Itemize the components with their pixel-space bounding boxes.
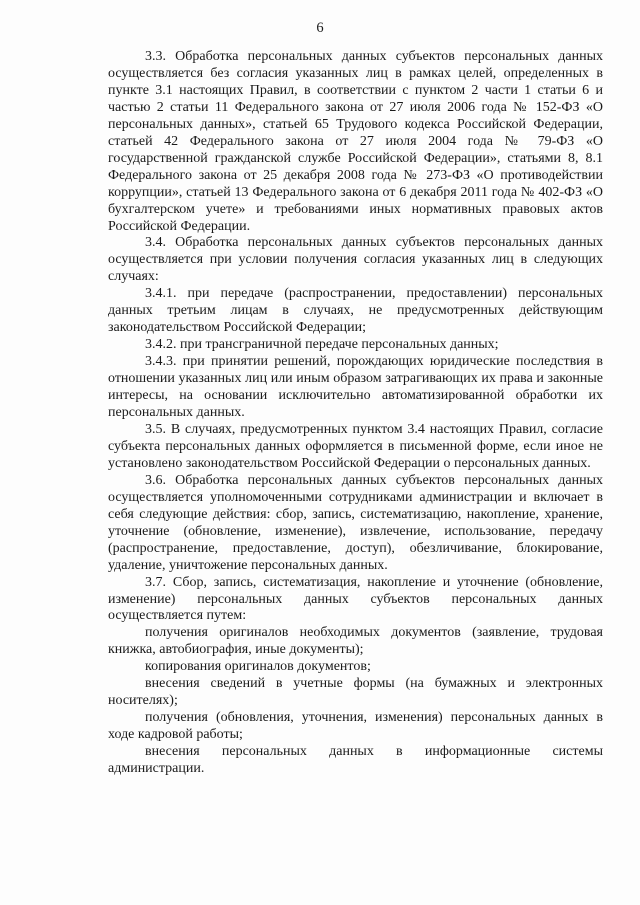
list-item-forms: внесения сведений в учетные формы (на бумажных и электронных носителях); xyxy=(108,676,603,709)
paragraph-3-4-3: 3.4.3. при принятии решений, порождающих юридические последствия в отношении указанных лиц или иным образом затрагивающих их права и законные интересы, на основании исключительно автоматизированной обработки их персональных данных. xyxy=(108,354,603,421)
list-item-info-systems: внесения персональных данных в информационные системы администрации. xyxy=(108,744,603,777)
document-body xyxy=(108,49,603,778)
list-item-hr-work: получения (обновления, уточнения, изменения) персональных данных в ходе кадровой работы; xyxy=(108,710,603,743)
paragraph-3-5: 3.5. В случаях, предусмотренных пунктом 3.4 настоящих Правил, согласие субъекта персональных данных оформляется в письменной форме, если иное не установлено законодательством Российской Федерации о персональных данных. xyxy=(108,421,603,471)
paragraph-3-4-1: 3.4.1. при передаче (распространении, предоставлении) персональных данных третьим лицам в случаях, не предусмотренных действующим законодательством Российской Федерации; xyxy=(108,286,603,336)
paragraph-3-4: 3.4. Обработка персональных данных субъектов персональных данных осуществляется при условии получения согласия указанных лиц в следующих случаях: xyxy=(108,235,603,285)
list-item-copying: копирования оригиналов документов; xyxy=(145,659,371,675)
paragraph-3-6: 3.6. Обработка персональных данных субъектов персональных данных осуществляется уполномоченными сотрудниками администрации и включает в себя следующие действия: сбор, запись, систематизацию, накопление, хранение, уточнение (обновление, изменение), извлечение, использование, передачу (распространение, предоставление, доступ), обезличивание, блокирование, удаление, уничтожение персональных данных. xyxy=(108,472,603,573)
paragraph-3-7: 3.7. Сбор, запись, систематизация, накопление и уточнение (обновление, изменение) персональных данных субъектов персональных данных осуществляется путем: xyxy=(108,574,603,624)
list-item-originals: получения оригиналов необходимых документов (заявление, трудовая книжка, автобиография, иные документы); xyxy=(108,625,603,658)
page-number: 6 xyxy=(316,20,324,36)
paragraph-3-4-2: 3.4.2. при трансграничной передаче персональных данных; xyxy=(145,337,499,353)
paragraph-3-3: 3.3. Обработка персональных данных субъектов персональных данных осуществляется без согласия указанных лиц в рамках целей, определенных в пункте 3.1 настоящих Правил, в соответствии с пунктом 2 части 1 статьи 6 и частью 2 статьи 11 Федерального закона от 27 июля 2006 года № 152-ФЗ «О персональных данных», статьей 65 Трудового кодекса Российской Федерации, статьей 42 Федерального закона от 27 июля 2004 года № 79-ФЗ «О государственной гражданской службе Российской Федерации», статьями 8, 8.1 Федерального закона от 25 декабря 2008 года № 273-ФЗ «О противодействии коррупции», статьей 13 Федерального закона от 6 декабря 2011 года № 402-ФЗ «О бухгалтерском учете» и требованиями иных нормативных правовых актов Российской Федерации. xyxy=(108,49,603,234)
